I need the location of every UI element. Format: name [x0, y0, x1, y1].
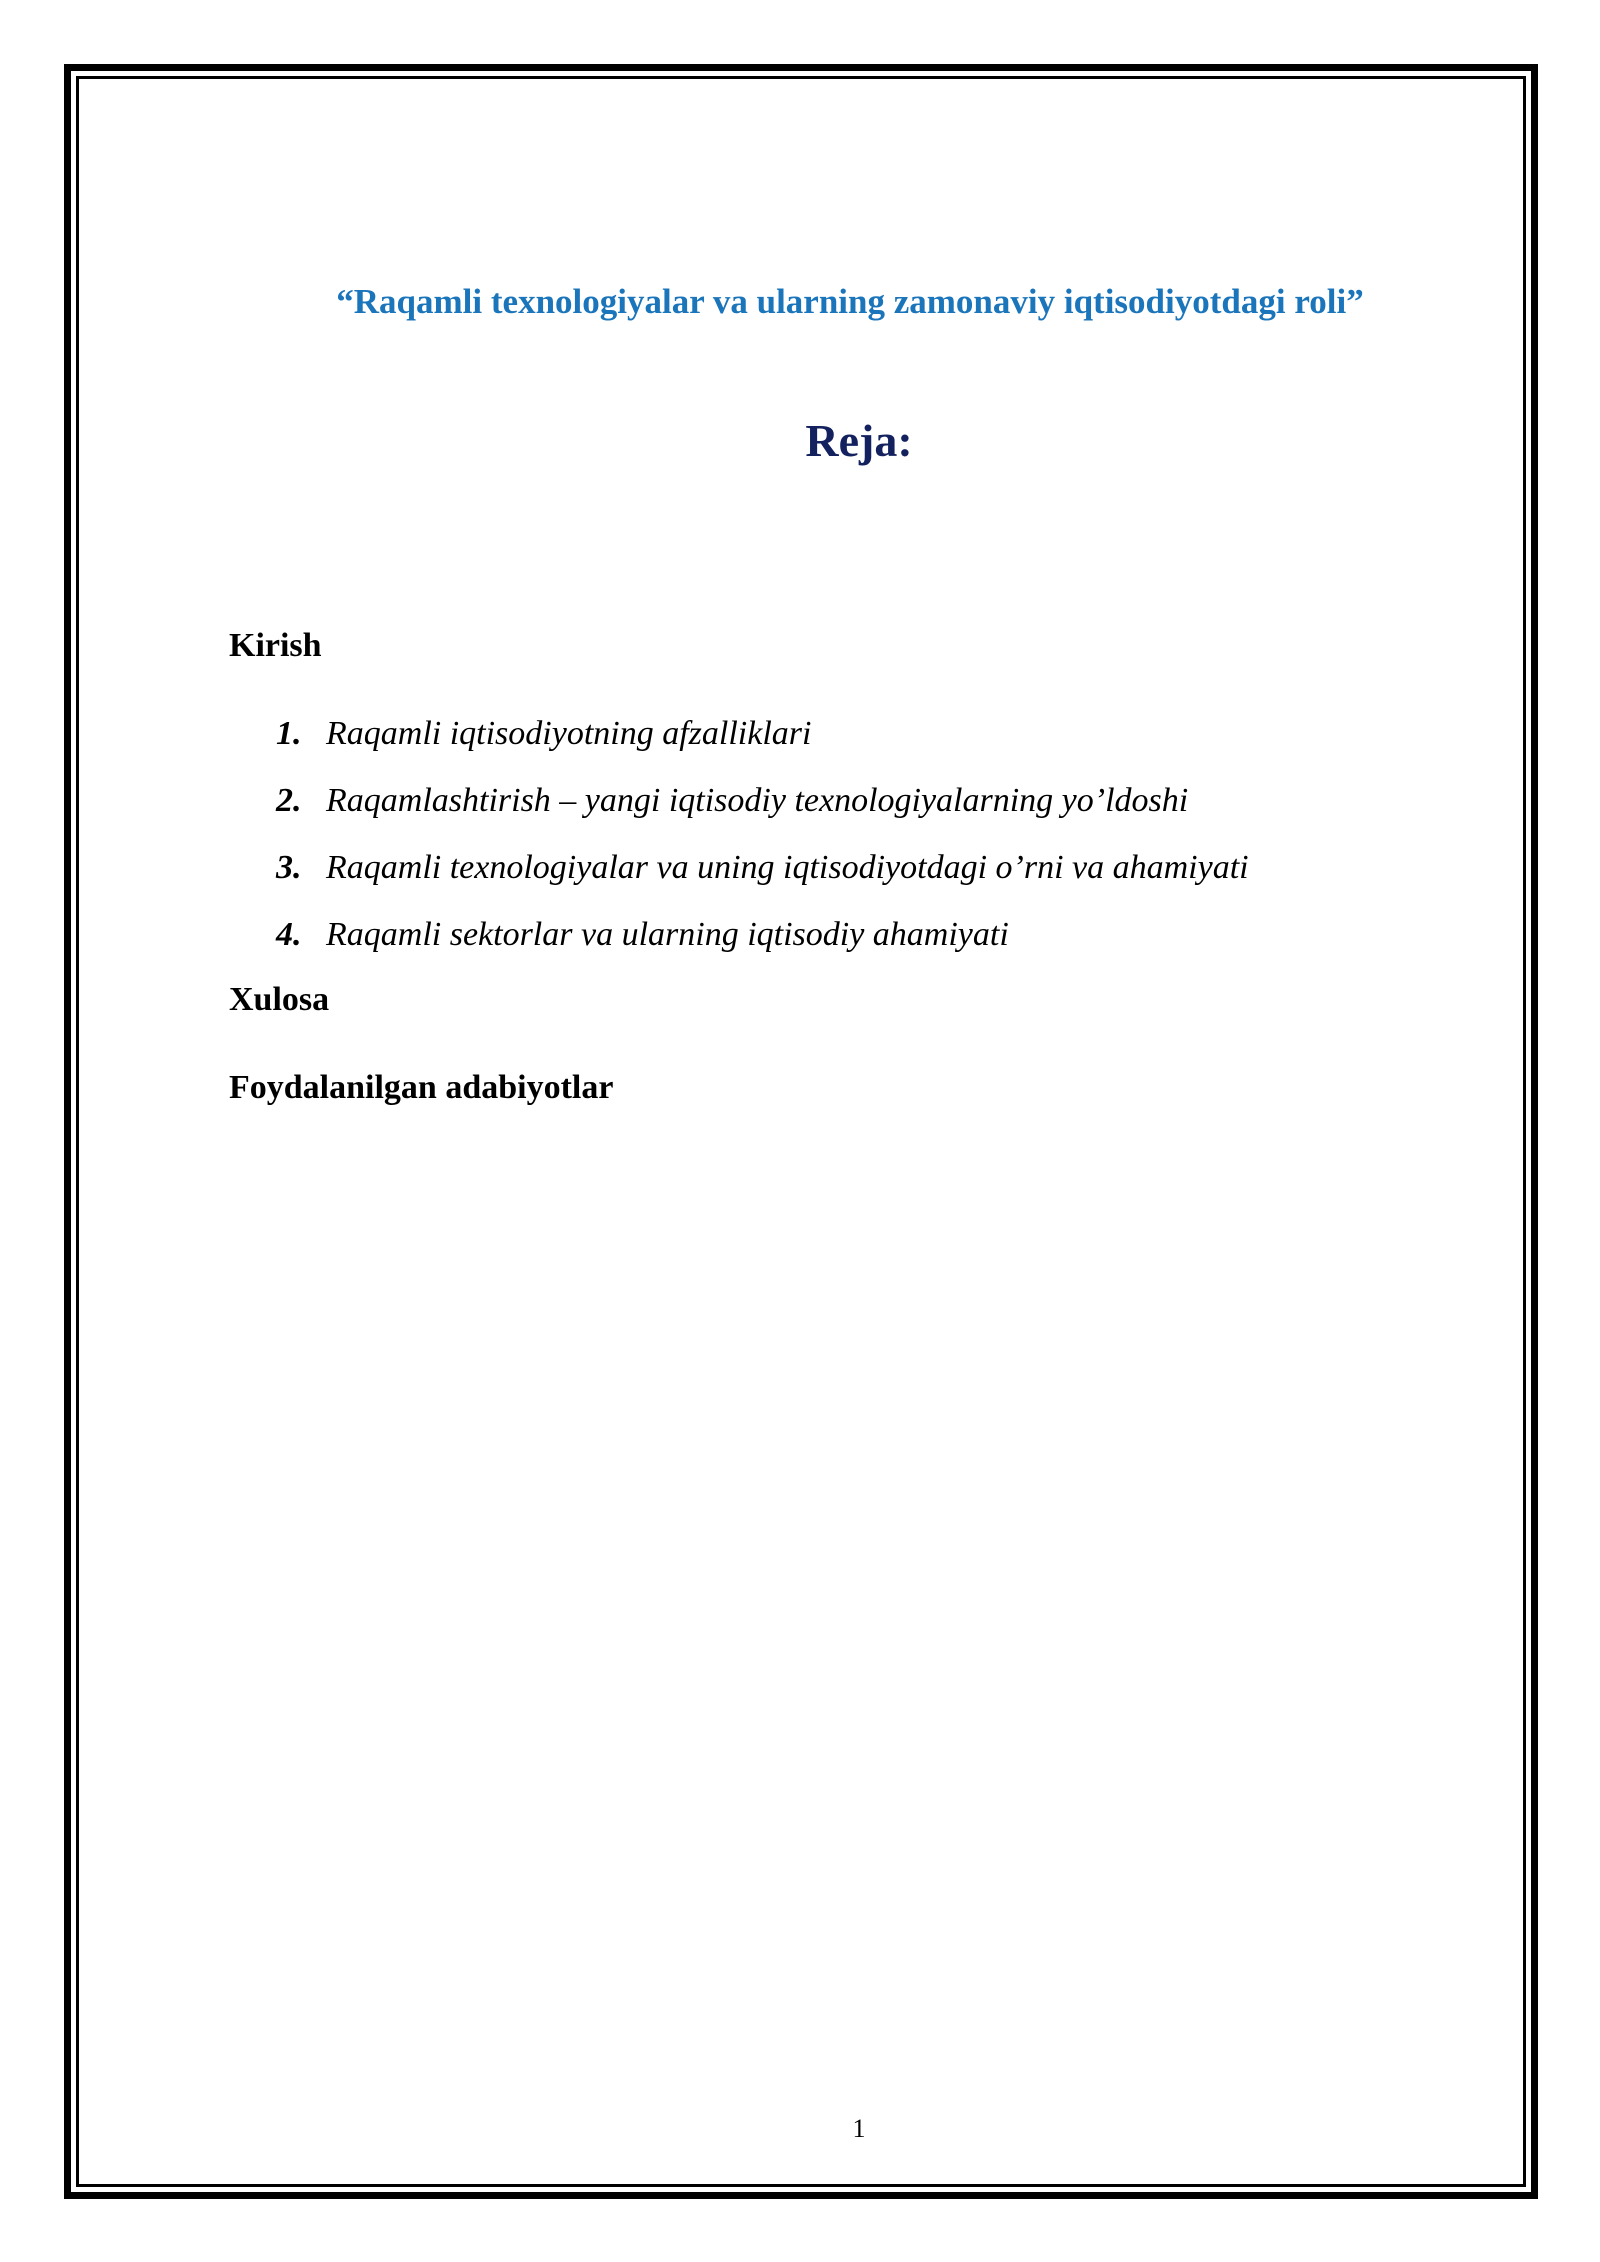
document-title: “Raqamli texnologiyalar va ularning zamonaviy iqtisodiyotdagi roli” — [336, 282, 1364, 321]
plan-item — [276, 915, 1249, 982]
plan-item-number: 1. — [276, 715, 302, 752]
section-conclusion: Xulosa — [229, 981, 330, 1018]
plan-item-number: 4. — [276, 916, 302, 953]
plan-item-number: 3. — [276, 849, 302, 886]
plan-item-number: 2. — [276, 782, 302, 819]
plan-heading: Reja: — [805, 415, 913, 466]
plan-item — [276, 848, 1249, 915]
page-number: 1 — [852, 2114, 866, 2143]
section-references: Foydalanilgan adabiyotlar — [229, 1069, 614, 1106]
plan-item — [276, 714, 1249, 781]
plan-item-text: Raqamlashtirish – yangi iqtisodiy texnologiyalarning yo’ldoshi — [326, 782, 1189, 819]
plan-item-text: Raqamli iqtisodiyotning afzalliklari — [326, 715, 812, 752]
page-border-inner — [76, 76, 1526, 2187]
section-intro: Kirish — [229, 627, 322, 664]
plan-item-text: Raqamli texnologiyalar va uning iqtisodiyotdagi o’rni va ahamiyati — [326, 849, 1249, 886]
plan-item-text: Raqamli sektorlar va ularning iqtisodiy ahamiyati — [326, 916, 1009, 953]
plan-list — [276, 714, 1249, 982]
plan-item — [276, 781, 1249, 848]
